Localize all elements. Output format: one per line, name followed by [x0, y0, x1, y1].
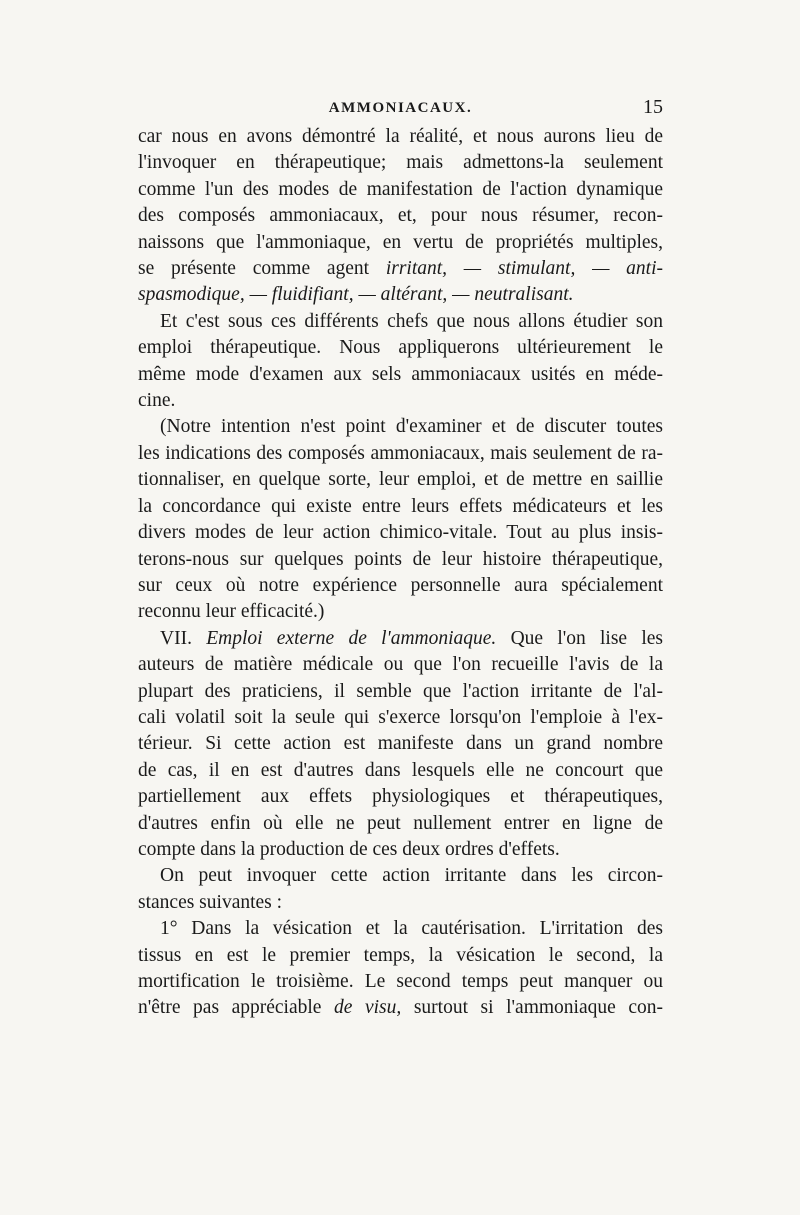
text-line — [138, 995, 663, 1021]
text-line: emploi thérapeutique. Nous appliquerons ultérieurement le — [138, 337, 663, 359]
text-line: les indications des composés ammoniacaux, mais seulement de ra- — [138, 442, 663, 464]
page-number: 15 — [643, 96, 663, 118]
text-line: de cas, il en est d'autres dans lesquels elle ne concourt que — [138, 759, 663, 781]
text-line: spasmodique, — fluidifiant, — altérant, — neutralisant. — [138, 284, 574, 306]
text-line: la concordance qui existe entre leurs effets médicateurs et les — [138, 495, 663, 517]
text-line — [138, 626, 663, 652]
text-line: auteurs de matière médicale ou que l'on recueille l'avis de la — [138, 654, 663, 676]
text-line: des composés ammoniacaux, et, pour nous résumer, recon- — [138, 205, 663, 227]
text-line: divers modes de leur action chimico-vitale. Tout au plus insis- — [138, 522, 663, 544]
running-title: AMMONIACAUX. — [328, 100, 473, 116]
text-segment: n'être pas appréciable — [138, 997, 322, 1019]
text-line: (Notre intention n'est point d'examiner et de discuter toutes — [160, 416, 663, 438]
text-line: car nous en avons démontré la réalité, et nous aurons lieu de — [138, 126, 663, 147]
italic-segment: de visu, — [334, 997, 402, 1019]
text-line: plupart des praticiens, il semble que l'action irritante de l'al- — [138, 680, 663, 702]
text-line: cali volatil soit la seule qui s'exerce lorsqu'on l'emploie à l'ex- — [138, 706, 663, 728]
text-line: tissus en est le premier temps, la vésication le second, la — [138, 944, 663, 966]
text-line: comme l'un des modes de manifestation de l'action dynamique — [138, 178, 663, 200]
text-line — [138, 256, 663, 282]
text-line: d'autres enfin où elle ne peut nullement entrer en ligne de — [138, 812, 663, 834]
text-line: terons-nous sur quelques points de leur histoire thérapeutique, — [138, 548, 663, 570]
section-number: VII. — [160, 627, 192, 649]
text-segment: surtout si l'ammoniaque con- — [413, 997, 663, 1019]
text-line: naissons que l'ammoniaque, en vertu de propriétés multiples, — [138, 231, 663, 253]
text-line: compte dans la production de ces deux ordres d'effets. — [138, 838, 560, 860]
text-line: sur ceux où notre expérience personnelle aura spécialement — [138, 574, 663, 596]
text-line: partiellement aux effets physiologiques et thérapeutiques, — [138, 786, 663, 808]
text-line: térieur. Si cette action est manifeste dans un grand nombre — [138, 733, 663, 755]
italic-segment: irritant, — stimulant, — anti- — [385, 258, 664, 280]
text-segment: Que l'on lise les — [510, 627, 664, 649]
text-line: stances suivantes : — [138, 891, 283, 913]
text-line: 1° Dans la vésication et la cautérisation. L'irritation des — [160, 918, 663, 940]
text-line: Et c'est sous ces différents chefs que nous allons étudier son — [160, 310, 663, 332]
text-segment: se présente comme agent — [138, 258, 370, 280]
text-line: cine. — [138, 390, 176, 412]
text-line: même mode d'examen aux sels ammoniacaux usités en méde- — [138, 363, 663, 385]
page-header — [138, 96, 663, 122]
body-text — [138, 124, 663, 1022]
text-line: l'invoquer en thérapeutique; mais admettons-la seulement — [138, 152, 663, 174]
section-title: Emploi externe de l'ammoniaque. — [206, 627, 497, 649]
text-line: tionnaliser, en quelque sorte, leur emploi, et de mettre en saillie — [138, 469, 663, 491]
text-line: On peut invoquer cette action irritante dans les circon- — [160, 865, 663, 887]
text-line: mortification le troisième. Le second temps peut manquer ou — [138, 971, 663, 992]
text-line: reconnu leur efficacité.) — [138, 601, 325, 623]
